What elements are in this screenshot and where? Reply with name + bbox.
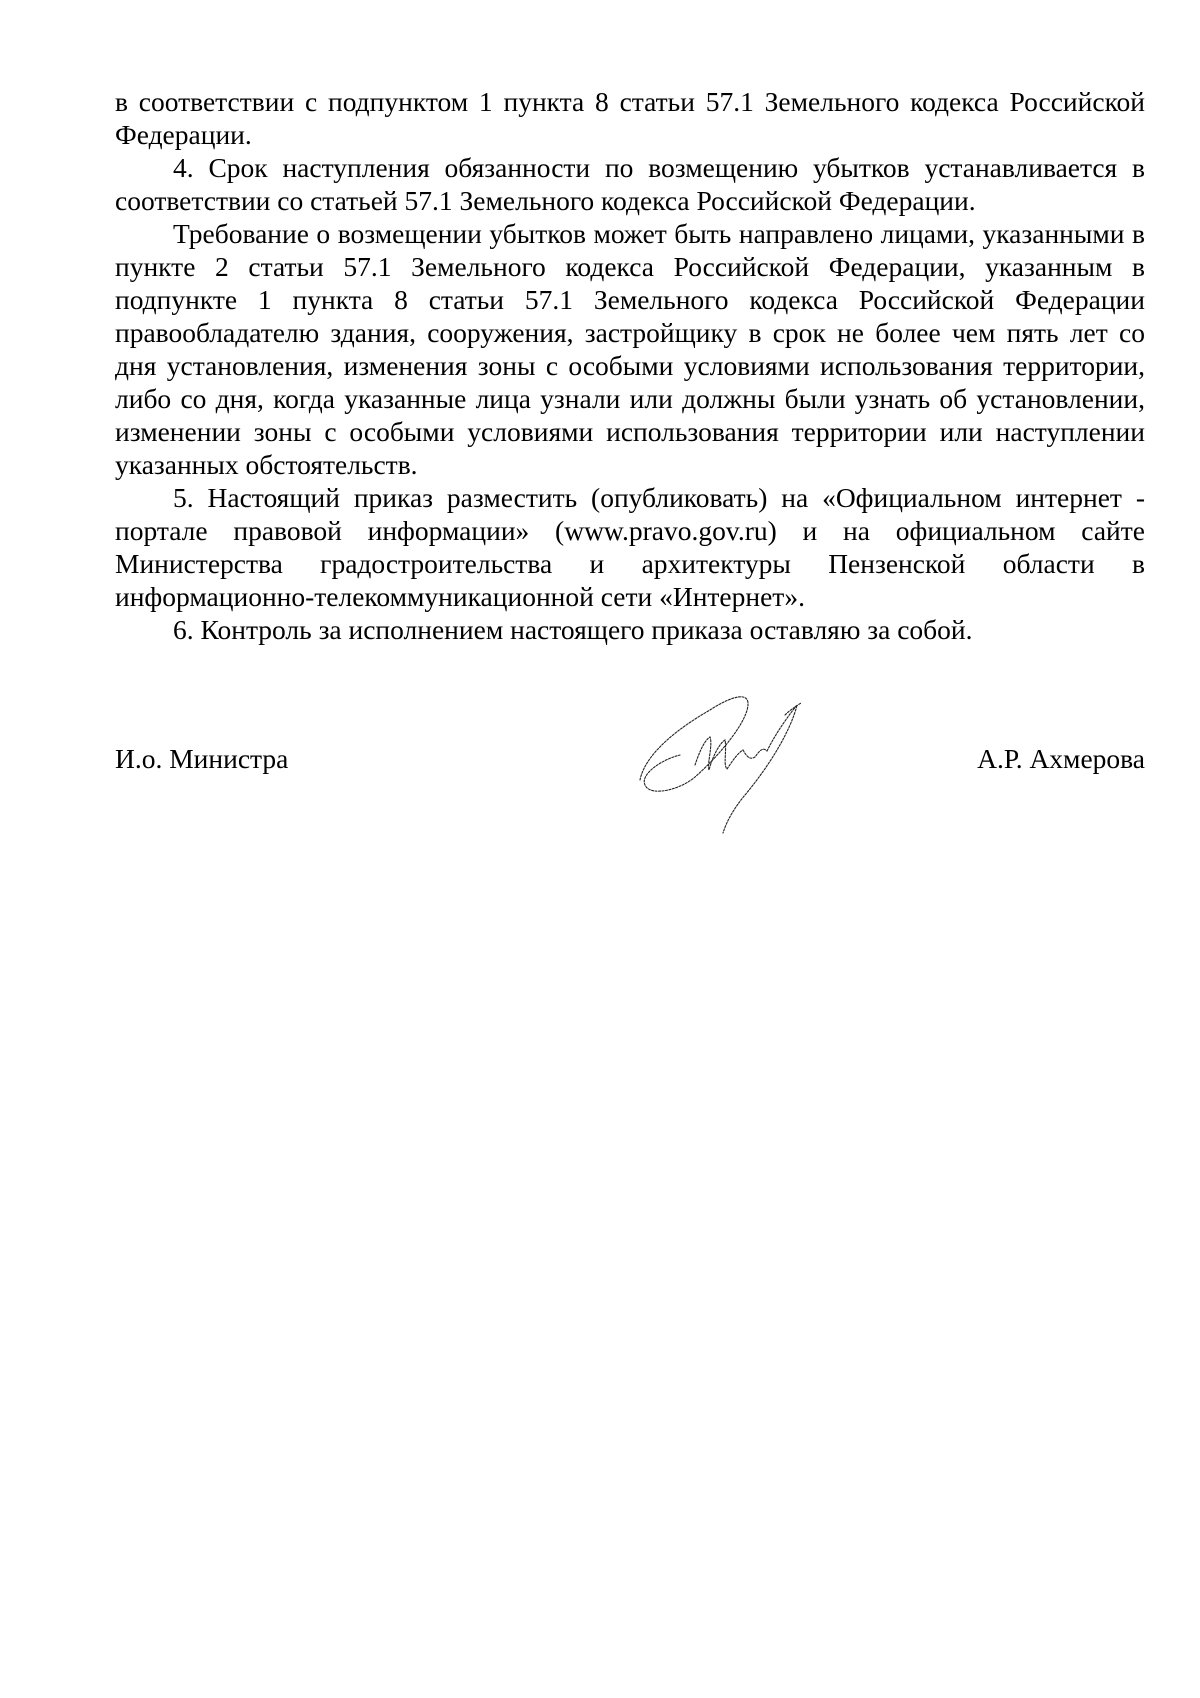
signatory-name: А.Р. Ахмерова [977, 743, 1145, 774]
signature-block [115, 742, 1145, 782]
paragraph-item-5: 5. Настоящий приказ разместить (опубликовать) на «Официальном интернет - портале правовой информации» (www.pravo.gov.ru) и на официальном сайте Министерства градостроительства и архитектуры Пензенской области в информационно-телекоммуникационной сети «Интернет». [115, 482, 1145, 612]
paragraph-continuation: в соответствии с подпунктом 1 пункта 8 статьи 57.1 Земельного кодекса Российской Федерации. [115, 86, 1145, 150]
paragraph-claim: Требование о возмещении убытков может быть направлено лицами, указанными в пункте 2 статьи 57.1 Земельного кодекса Российской Федерации, указанным в подпункте 1 пункта 8 статьи 57.1 Земельного кодекса Российской Федерации правообладателю здания, сооружения, застройщику в срок не более чем пять лет со дня установления, изменения зоны с особыми условиями использования территории, либо со дня, когда указанные лица узнали или должны были узнать об установлении, изменении зоны с особыми условиями использования территории или наступлении указанных обстоятельств. [115, 218, 1145, 480]
paragraph-item-6: 6. Контроль за исполнением настоящего приказа оставляю за собой. [173, 614, 973, 645]
handwritten-signature-icon [635, 685, 825, 835]
document-body [115, 85, 1145, 646]
paragraph-item-4: 4. Срок наступления обязанности по возмещению убытков устанавливается в соответствии со статьей 57.1 Земельного кодекса Российской Федерации. [115, 152, 1145, 216]
signatory-position: И.о. Министра [115, 743, 289, 774]
